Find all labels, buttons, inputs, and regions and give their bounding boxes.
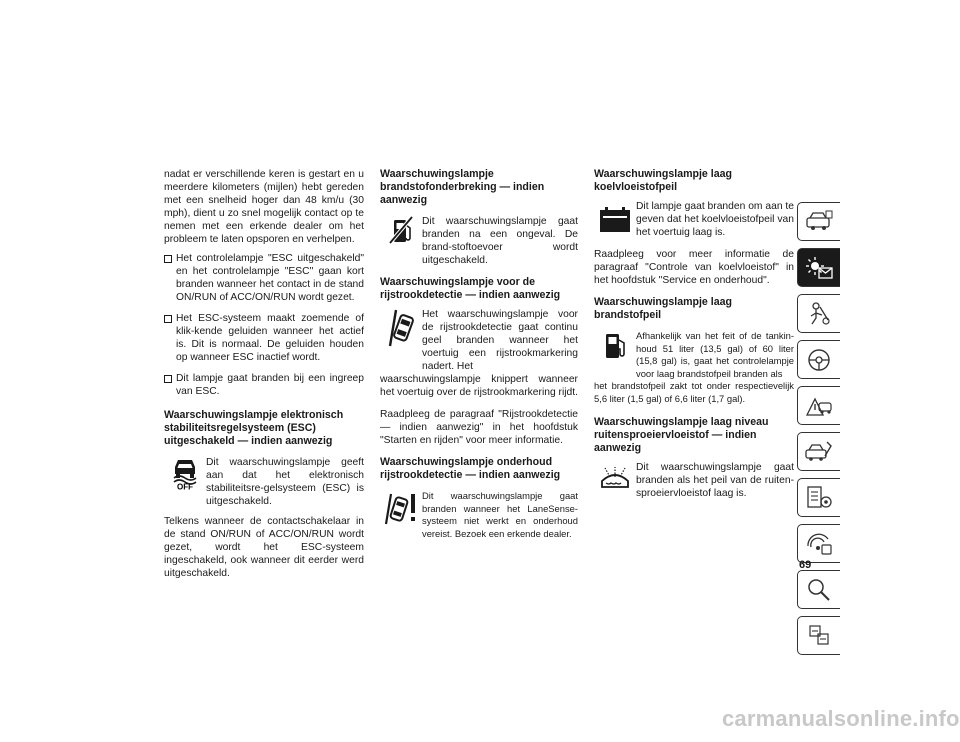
- lane-departure-icon: [380, 308, 422, 373]
- tab-language[interactable]: [797, 616, 840, 655]
- coolant-icon: [594, 200, 636, 239]
- low-fuel-text-a: Afhankelijk van het feit of de tankin-houd 51 liter (13,5 gal) of 60 liter (15,8 gal) is, gaat het controlelampje voor laag brandstofpeil branden als: [636, 330, 794, 379]
- svg-text:OFF: OFF: [177, 482, 193, 490]
- search-icon: [804, 577, 834, 603]
- fuel-cutoff-text: Dit waarschuwingslampje gaat branden na een ongeval. De brand-stoftoevoer wordt uitgeschakeld.: [422, 216, 578, 266]
- bullet-item: Dit lampje gaat branden bij een ingreep van ESC.: [164, 372, 364, 398]
- steering-wheel-icon: [804, 347, 834, 373]
- washer-fluid-heading: Waarschuwingslampje laag niveau ruitensproeiervloeistof — indien aanwezig: [594, 415, 769, 454]
- lane-service-text: Dit waarschuwingslampje gaat branden wanneer het LaneSense-systeem niet werkt en onderhoud vereist. Bezoek een erkende dealer.: [422, 490, 578, 539]
- coolant-reference: Raadpleeg voor meer informatie de paragraaf "Controle van koelvloeistof" in het hoofdstuk "Service en onderhoud".: [594, 249, 794, 286]
- tab-index[interactable]: [797, 570, 840, 609]
- washer-fluid-text: Dit waarschuwingslampje gaat branden als het peil van de ruiten-sproeiervloeistof laag is.: [636, 461, 794, 499]
- language-icon: [804, 623, 834, 649]
- column-1: [164, 168, 364, 580]
- lane-detection-text-a: Het waarschuwingslampje voor de rijstrookdetectie gaat continu geel branden wanneer het voertuig een rijstrookmarkering nadert. Het: [422, 309, 578, 372]
- service-icon: [804, 439, 834, 465]
- vehicle-info-icon: [804, 209, 834, 235]
- bullet-item: Het controlelampje "ESC uitgeschakeld" en het controlelampje "ESC" gaan kort branden wanneer het contact in de stand ON/RUN of ACC/ON/RUN wordt gezet.: [164, 252, 364, 304]
- lane-detection-text-b: waarschuwingslampje knippert wanneer het voertuig over de rijstrookmarkering rijdt.: [380, 374, 579, 398]
- page-number: 69: [799, 559, 812, 571]
- bullet-item: Het ESC-systeem maakt zoemende of klik-kende geluiden wanneer het actief is. Dit is normaal. De geluiden houden op wanneer ESC inactief wordt.: [164, 312, 364, 364]
- tab-multimedia[interactable]: [797, 524, 840, 563]
- lane-detection-heading: Waarschuwingslampje voor de rijstrookdetectie — indien aanwezig: [380, 276, 561, 301]
- lane-service-heading: Waarschuwingslampje onderhoud rijstrookdetectie — indien aanwezig: [380, 456, 561, 481]
- tab-specifications[interactable]: [797, 478, 840, 517]
- lane-service-icon: [380, 490, 422, 540]
- fuel-cutoff-icon: [380, 215, 422, 267]
- column-2: [380, 168, 578, 540]
- coolant-text: Dit lampje gaat branden om aan te geven dat het koelvloeistofpeil van het voertuig laag is.: [636, 201, 794, 238]
- fuel-pump-icon: [594, 330, 636, 380]
- intro-paragraph: nadat er verschillende keren is gestart en u meerdere kilometers (mijlen) hebt gereden met een snelheid hoger dan 48 km/u (30 mph), dient u zo snel mogelijk contact op te nemen met een erkende dealer om het probleem te laten opsporen en verhelpen.: [164, 169, 364, 245]
- washer-fluid-icon: [594, 461, 636, 500]
- tab-warning-lights[interactable]: [797, 248, 840, 287]
- column-3: [594, 168, 794, 500]
- safety-icon: [804, 301, 834, 327]
- esc-off-text: Dit waarschuwingslampje geeft aan dat het elektronisch stabiliteitsre-gelsysteem (ESC) is uitgeschakeld.: [206, 457, 364, 507]
- bullet-marker: [164, 315, 172, 323]
- watermark: carmanualsonline.info: [722, 706, 960, 731]
- tab-driving[interactable]: [797, 340, 840, 379]
- warning-lights-icon: [804, 255, 834, 281]
- low-fuel-text-b: het brandstofpeil zakt tot onder respectievelijk 5,6 liter (1,5 gal) of 6,6 liter (1,7 gal).: [594, 380, 794, 404]
- multimedia-icon: [804, 531, 834, 557]
- lane-detection-reference: Raadpleeg de paragraaf "Rijstrookdetectie — indien aanwezig" in het hoofdstuk "Starten en rijden" voor meer informatie.: [380, 409, 578, 446]
- low-fuel-heading: Waarschuwingslampje laag brandstofpeil: [594, 296, 732, 321]
- tab-emergency[interactable]: [797, 386, 840, 425]
- bullet-marker: [164, 375, 172, 383]
- emergency-icon: [804, 393, 834, 419]
- tab-service[interactable]: [797, 432, 840, 471]
- bullet-marker: [164, 255, 172, 263]
- tab-safety[interactable]: [797, 294, 840, 333]
- fuel-cutoff-heading: Waarschuwingslampje brandstofonderbreking — indien aanwezig: [380, 168, 545, 206]
- esc-off-after-text: Telkens wanneer de contactschakelaar in de stand ON/RUN of ACC/ON/RUN wordt gezet, wordt het ESC-systeem ingeschakeld, ook wanneer dit eerder werd uitgeschakeld.: [164, 516, 364, 579]
- tab-vehicle-info[interactable]: [797, 202, 840, 241]
- esc-off-heading: Waarschuwingslampje elektronisch stabiliteitsregelsysteem (ESC) uitgeschakeld — indien aanwezig: [164, 409, 344, 447]
- coolant-heading: Waarschuwingslampje laag koelvloeistofpeil: [594, 168, 732, 193]
- specifications-icon: [804, 485, 834, 511]
- esc-off-icon: [164, 456, 206, 508]
- chapter-tabs: [797, 202, 840, 662]
